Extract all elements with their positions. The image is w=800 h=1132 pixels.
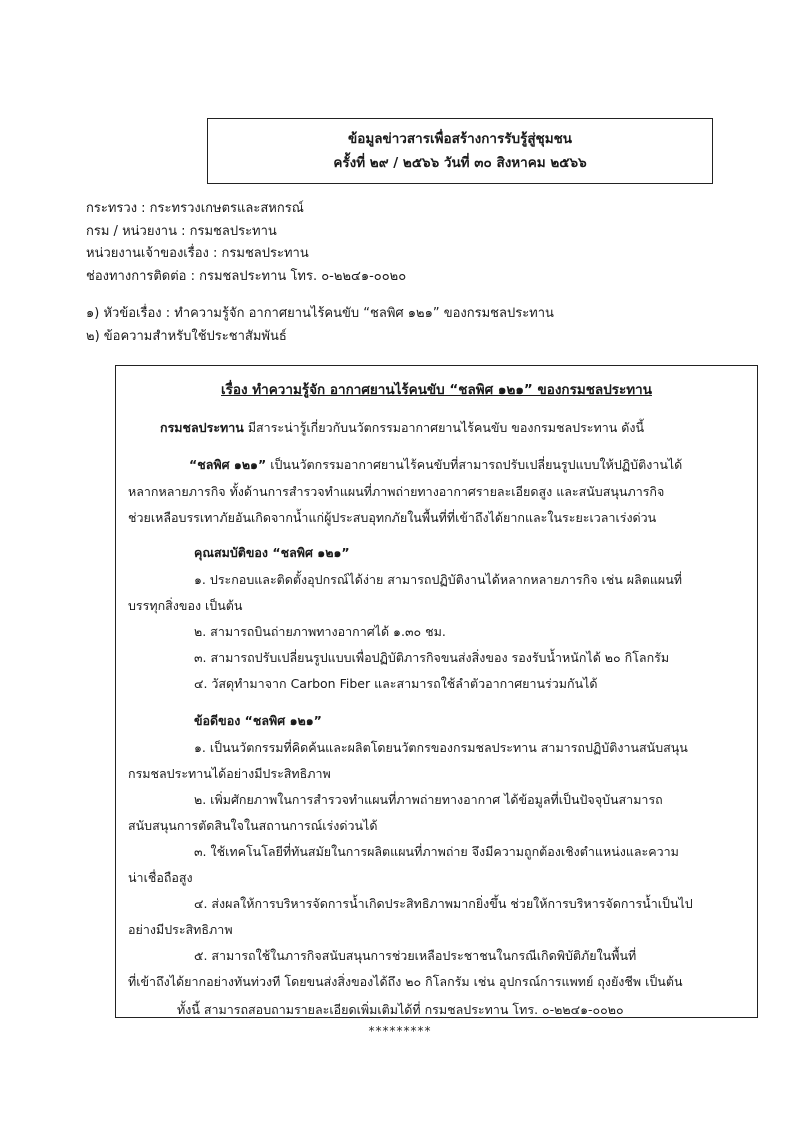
adv-heading: ข้อดีของ “ชลพิศ ๑๒๑”: [194, 713, 322, 728]
adv3-line2: น่าเชื่อถือสูง: [128, 870, 193, 885]
intro-rest: มีสาระน่ารู้เกี่ยวกับนวัตกรรมอากาศยานไร้คนขับ ของกรมชลประทาน ดังนี้: [243, 420, 645, 435]
props-heading: คุณสมบัติของ “ชลพิศ ๑๒๑”: [194, 545, 350, 560]
prop1-line1: ๑. ประกอบและติดตั้งอุปกรณ์ได้ง่าย สามารถปฏิบัติงานได้หลากหลายภารกิจ เช่น ผลิตแผนที่: [194, 572, 683, 587]
p1-rest: เป็นนวัตกรรมอากาศยานไร้คนขับที่สามารถปรับเปลี่ยนรูปแบบให้ปฏิบัติงานได้: [266, 457, 683, 472]
adv3-line1: ๓. ใช้เทคโนโลยีที่ทันสมัยในการผลิตแผนที่ภาพถ่าย จึงมีความถูกต้องเชิงตำแหน่งและความ: [194, 844, 679, 859]
meta-contact: ช่องทางการติดต่อ : กรมชลประทาน โทร. ๐-๒๒๔๑-๐๐๒๐: [86, 268, 407, 284]
intro-line: [160, 418, 644, 438]
p1-line2: หลากหลายภารกิจ ทั้งด้านการสำรวจทำแผนที่ภาพถ่ายทางอากาศรายละเอียดสูง และสนับสนุนภารกิจ: [128, 484, 665, 499]
header-title: ข้อมูลข่าวสารเพื่อสร้างการรับรู้สู่ชุมชน: [347, 131, 573, 147]
adv2-line2: สนับสนุนการตัดสินใจในสถานการณ์เร่งด่วนได้: [128, 818, 378, 833]
p1-bold: “ชลพิศ ๑๒๑”: [189, 457, 267, 472]
item-topic: ๑) หัวข้อเรื่อง : ทำความรู้จัก อากาศยานไร้คนขับ “ชลพิศ ๑๒๑” ของกรมชลประทาน: [86, 306, 554, 321]
adv5-line2: ที่เข้าถึงได้ยากอย่างทันท่วงที โดยขนส่งสิ่งของได้ถึง ๒๐ กิโลกรัม เช่น อุปกรณ์การแพทย์ ถุงยังชีพ เป็นต้น: [128, 974, 683, 989]
meta-owner: หน่วยงานเจ้าของเรื่อง : กรมชลประทาน: [86, 246, 309, 261]
closing-line: ทั้งนี้ สามารถสอบถามรายละเอียดเพิ่มเติมได้ที่ กรมชลประทาน โทร. ๐-๒๒๔๑-๐๐๒๐: [177, 1002, 624, 1017]
end-marker: *********: [368, 1024, 432, 1038]
adv1-line2: กรมชลประทานได้อย่างมีประสิทธิภาพ: [128, 766, 331, 781]
adv5-line1: ๕. สามารถใช้ในภารกิจสนับสนุนการช่วยเหลือประชาชนในกรณีเกิดพิบัติภัยในพื้นที่: [194, 948, 637, 963]
content-box: [115, 365, 758, 1018]
meta-info: [86, 198, 406, 288]
adv1-line1: ๑. เป็นนวัตกรรมที่คิดค้นและผลิตโดยนวัตกรของกรมชลประทาน สามารถปฏิบัติงานสนับสนุน: [194, 740, 688, 755]
header-issue: ครั้งที่ ๒๙ / ๒๕๖๖ วันที่ ๓๐ สิงหาคม ๒๕๖๖: [333, 155, 587, 171]
p1-line1: [189, 455, 682, 475]
prop2: ๒. สามารถบินถ่ายภาพทางอากาศได้ ๑.๓๐ ชม.: [194, 624, 446, 639]
meta-ministry: กระทรวง : กระทรวงเกษตรและสหกรณ์: [86, 201, 304, 216]
adv4-line2: อย่างมีประสิทธิภาพ: [128, 922, 233, 937]
prop3: ๓. สามารถปรับเปลี่ยนรูปแบบเพื่อปฏิบัติภารกิจขนส่งสิ่งของ รองรับน้ำหนักได้ ๒๐ กิโลกรัม: [194, 650, 670, 665]
adv2-line1: ๒. เพิ่มศักยภาพในการสำรวจทำแผนที่ภาพถ่ายทางอากาศ ได้ข้อมูลที่เป็นปัจจุบันสามารถ: [194, 792, 663, 807]
intro-bold: กรมชลประทาน: [160, 420, 244, 435]
adv4-line1: ๔. ส่งผลให้การบริหารจัดการน้ำเกิดประสิทธิภาพมากยิ่งขึ้น ช่วยให้การบริหารจัดการน้ำเป็นไป: [194, 896, 693, 911]
items: [86, 303, 554, 348]
prop4: ๔. วัสดุทำมาจาก Carbon Fiber และสามารถใช้ลำตัวอากาศยานร่วมกันได้: [194, 676, 598, 691]
p1-line3: ช่วยเหลือบรรเทาภัยอันเกิดจากน้ำแก่ผู้ประสบอุทกภัยในพื้นที่ที่เข้าถึงได้ยากและในระยะเวลาเร่งด่วน: [128, 510, 657, 525]
header-box: [207, 118, 713, 184]
item-message: ๒) ข้อความสำหรับใช้ประชาสัมพันธ์: [86, 328, 287, 344]
prop1-line2: บรรทุกสิ่งของ เป็นต้น: [128, 598, 243, 613]
content-title: เรื่อง ทำความรู้จัก อากาศยานไร้คนขับ “ชลพิศ ๑๒๑” ของกรมชลประทาน: [221, 382, 652, 398]
meta-department: กรม / หน่วยงาน : กรมชลประทาน: [86, 223, 277, 239]
